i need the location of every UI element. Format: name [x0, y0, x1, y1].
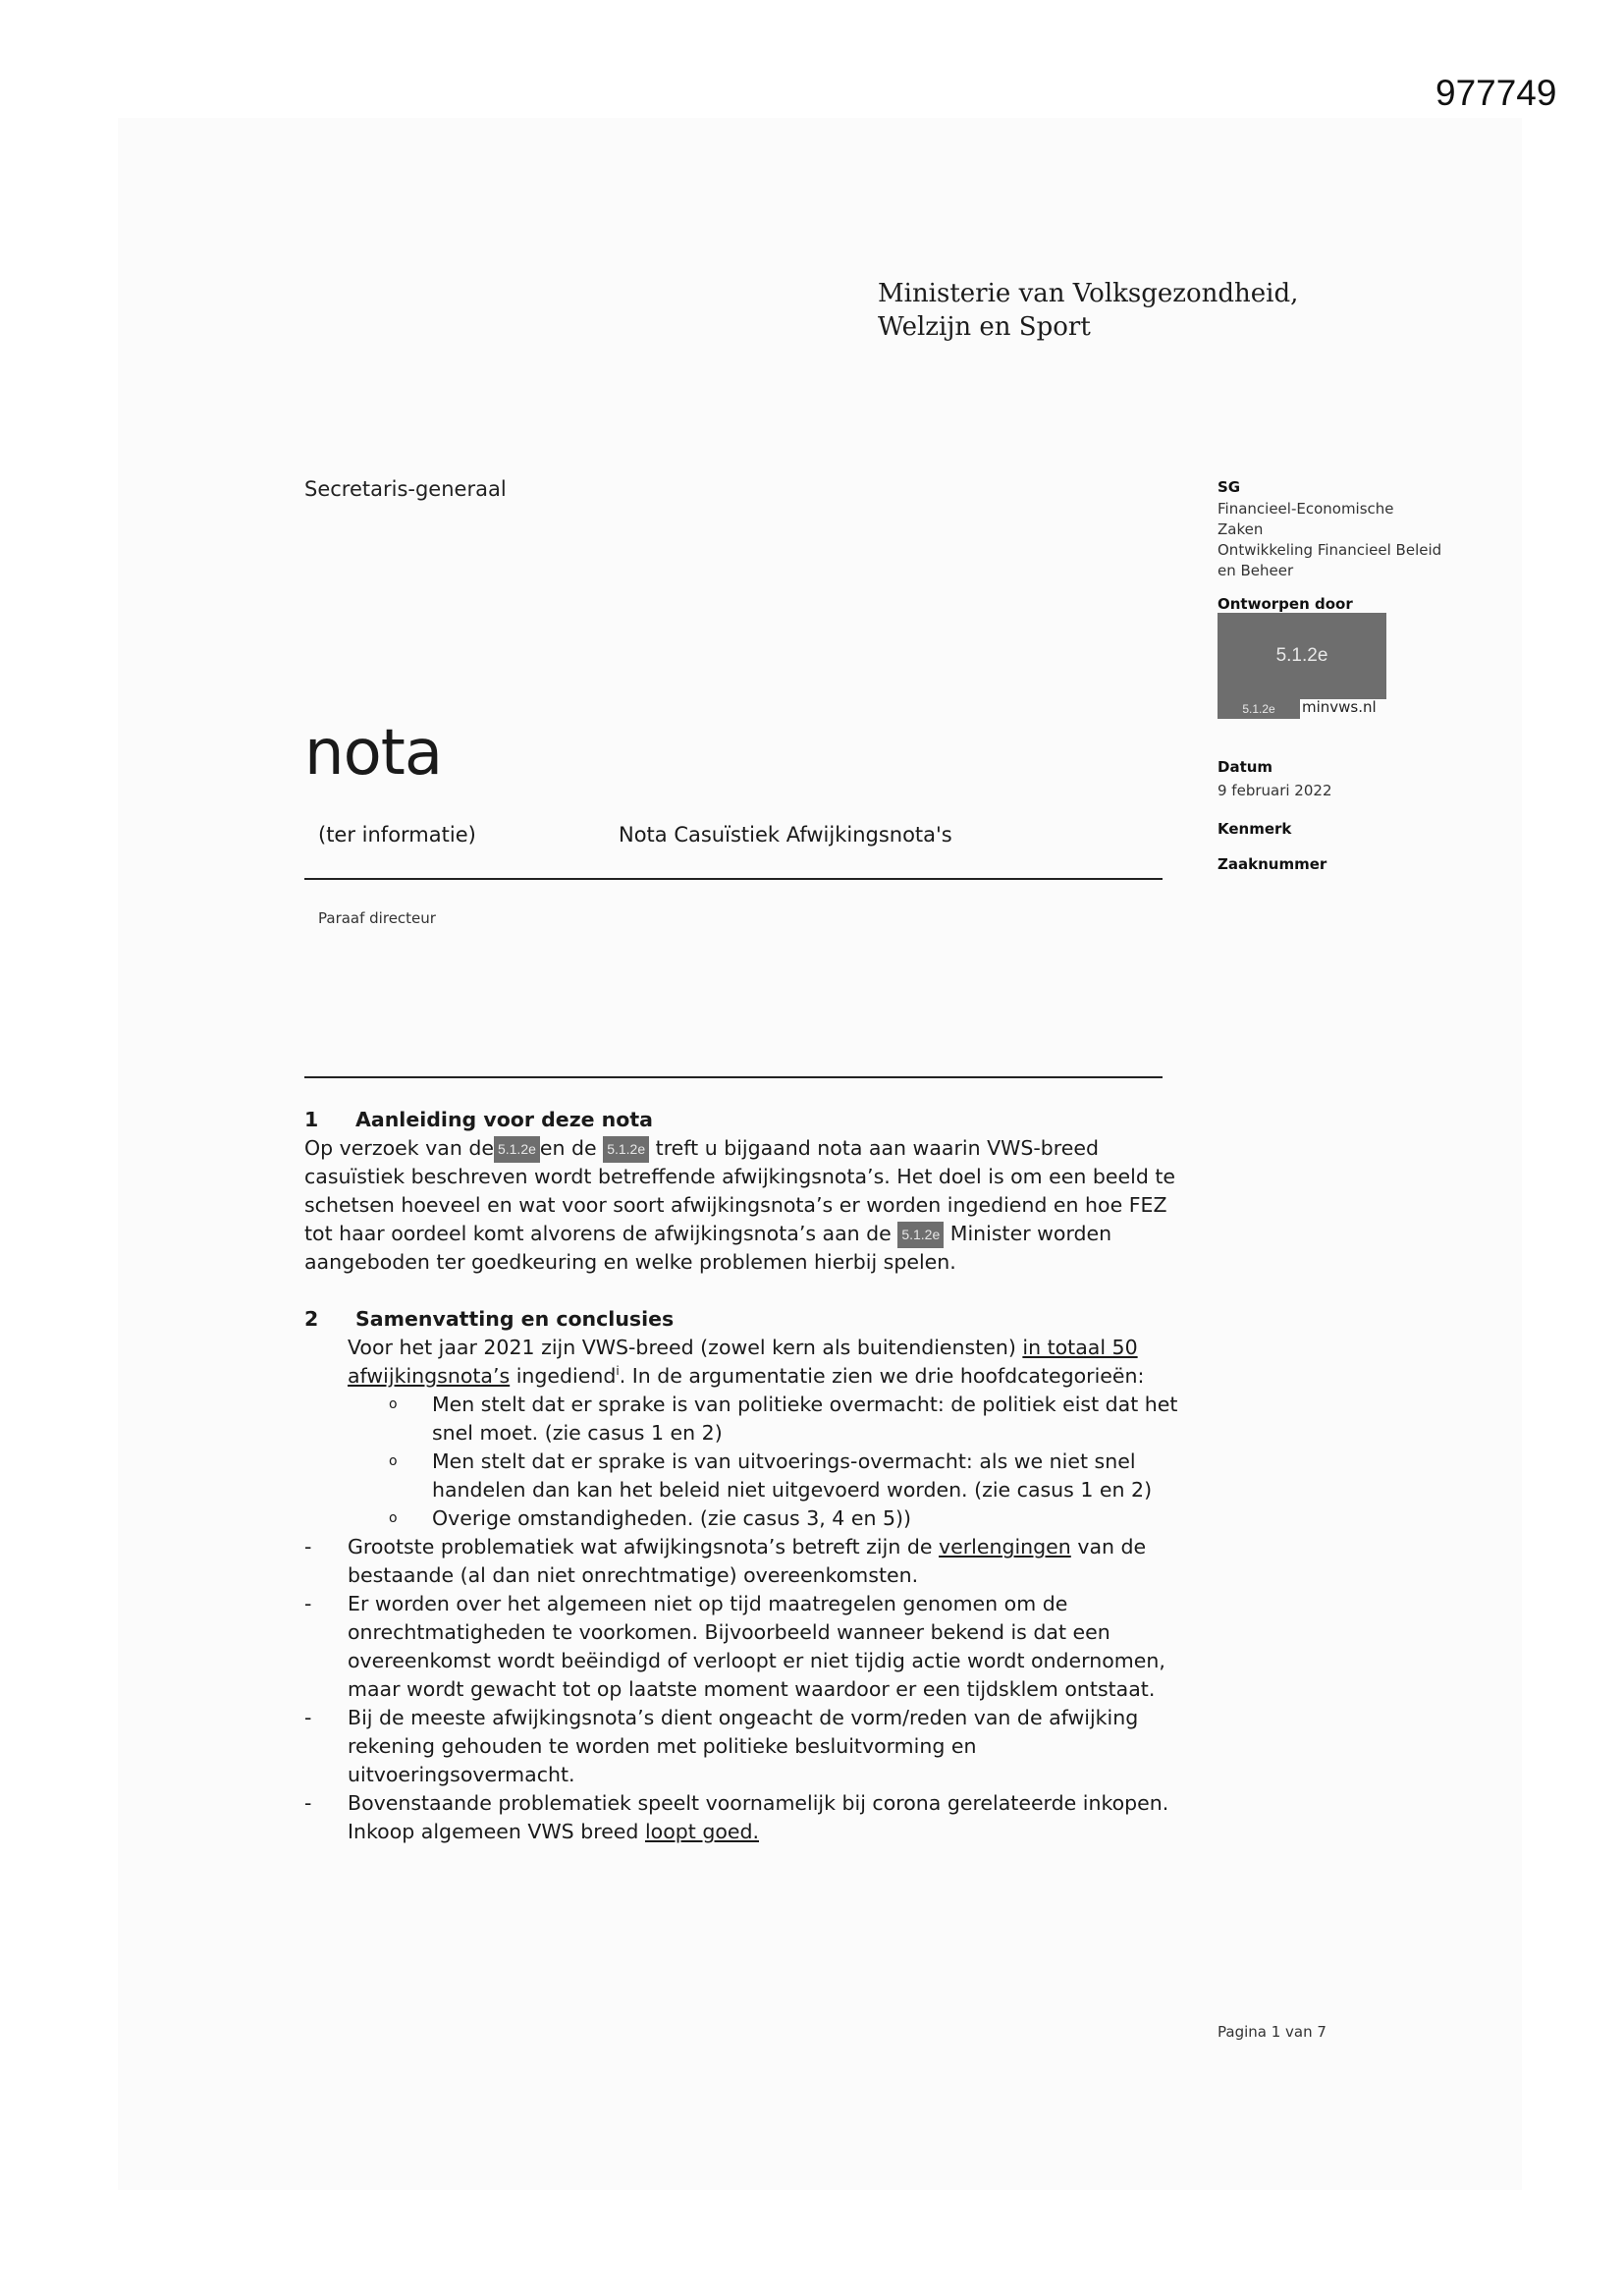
subject: Nota Casuïstiek Afwijkingsnota's — [619, 823, 952, 847]
redaction-block: 5.1.2e — [897, 1222, 944, 1248]
dept-line: Ontwikkeling Financieel Beleid — [1218, 541, 1442, 559]
case-number-label: Zaaknummer — [1218, 855, 1327, 873]
divider — [304, 1076, 1163, 1078]
ministry-logo — [878, 277, 1298, 344]
date-value: 9 februari 2022 — [1218, 782, 1332, 799]
reference-label: Kenmerk — [1218, 820, 1292, 838]
section-paragraph: Voor het jaar 2021 zijn VWS-breed (zowel kern als buitendiensten) in totaal 50 afwijkingsnota’s ingediend$^i$. In de argumentatie zien we drie hoofdcategorieën: — [348, 1336, 1145, 1388]
document-number: 977749 — [1435, 73, 1557, 113]
list-item: o Men stelt dat er sprake is van uitvoerings-overmacht: als we niet snel handelen dan kan het beleid niet uitgevoerd worden. (zie casus 1 en 2) — [389, 1449, 1153, 1502]
doc-title: nota — [304, 717, 443, 790]
ministry-name-line-1: Ministerie van Volksgezondheid, — [878, 279, 1299, 308]
purpose: (ter informatie) — [318, 823, 476, 847]
divider — [304, 878, 1163, 880]
email-suffix: minvws.nl — [1302, 698, 1377, 716]
section-heading: 2 Samenvatting en conclusies — [304, 1307, 675, 1331]
list-item: - Bovenstaande problematiek speelt voornamelijk bij corona gerelateerde inkopen. Inkoop algemeen VWS breed loopt goed. — [304, 1791, 1169, 1843]
designed-by-label: Ontworpen door — [1218, 595, 1353, 613]
redaction-block: 5.1.2e — [603, 1136, 649, 1163]
sidebar-department — [1218, 499, 1441, 581]
list-item: - Er worden over het algemeen niet op tijd maatregelen genomen om de onrechtmatigheden te voorkomen. Bijvoorbeeld wanneer bekend is dat een overeenkomst wordt beëindigd of verloopt er niet tijdig actie wordt ondernomen, maar wordt gewacht tot op laatste moment waardoor er een tijdsklem ontstaat. — [304, 1592, 1165, 1701]
page-number: Pagina 1 van 7 — [1218, 2023, 1326, 2041]
redaction-block: 5.1.2e — [1218, 699, 1300, 719]
section-heading: 1 Aanleiding voor deze nota — [304, 1108, 653, 1131]
list-item: o Men stelt dat er sprake is van politieke overmacht: de politiek eist dat het snel moet. (zie casus 1 en 2) — [389, 1393, 1178, 1445]
date-label: Datum — [1218, 758, 1273, 776]
sidebar-unit: SG — [1218, 478, 1241, 496]
list-item: - Grootste problematiek wat afwijkingsnota’s betreft zijn de verlengingen van de bestaande (al dan niet onrechtmatige) overeenkomsten. — [304, 1535, 1147, 1587]
body-text — [304, 1106, 1198, 1846]
redaction-block: 5.1.2e — [494, 1136, 540, 1163]
ministry-name-line-2: Welzijn en Sport — [878, 312, 1091, 342]
dept-line: Zaken — [1218, 520, 1264, 538]
dept-line: Financieel-Economische — [1218, 500, 1394, 518]
list-item: o Overige omstandigheden. (zie casus 3, 4 en 5)) — [389, 1506, 911, 1530]
paraaf-label: Paraaf directeur — [318, 909, 436, 927]
dept-line: en Beheer — [1218, 562, 1294, 579]
sender: Secretaris-generaal — [304, 477, 507, 501]
list-item: - Bij de meeste afwijkingsnota’s dient ongeacht de vorm/reden van de afwijking rekening gehouden te worden met politieke besluitvorming en uitvoeringsovermacht. — [304, 1706, 1139, 1786]
section-paragraph: Op verzoek van de 5.1.2e en de 5.1.2e treft u bijgaand nota aan waarin VWS-breed casuïstiek beschreven wordt betreffende afwijkingsnota’s. Het doel is om een beeld te schetsen hoeveel en wat voor soort afwijkingsnota’s er worden ingediend en hoe FEZ tot haar oordeel komt alvorens de afwijkingsnota’s aan de 5.1.2e Minister worden aangeboden ter goedkeuring en welke problemen hierbij spelen. — [304, 1136, 1176, 1274]
redaction-block: 5.1.2e — [1218, 613, 1386, 699]
